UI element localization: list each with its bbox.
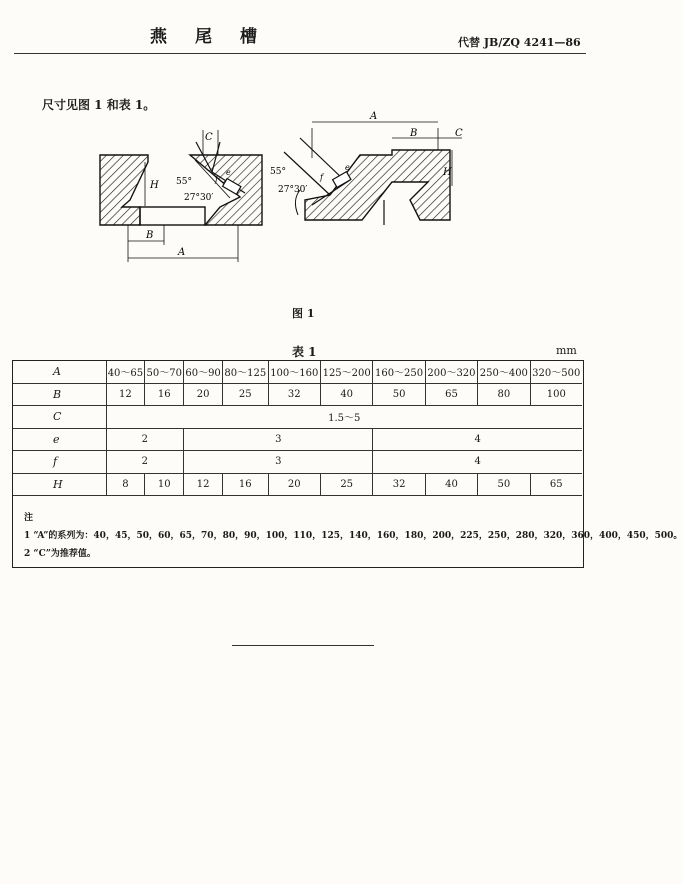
groove-drawing	[100, 130, 262, 262]
table-cell: 320～500	[530, 361, 582, 383]
label-a: A	[370, 111, 378, 122]
label-b: B	[410, 128, 418, 139]
table-cell: 160～250	[373, 361, 425, 383]
groove-left-wall	[100, 155, 148, 225]
label-e: e	[226, 168, 231, 177]
table-cell: 50	[373, 383, 425, 406]
label-angle-27: 27°30′	[184, 193, 214, 203]
table-row-e	[13, 428, 582, 451]
table-cell: 80	[478, 383, 530, 406]
table-cell: 1.5～5	[106, 406, 582, 429]
label-c: C	[205, 132, 213, 143]
tongue-drawing	[270, 111, 463, 225]
row-label: B	[13, 383, 106, 406]
dimension-table	[13, 361, 582, 496]
groove-base	[140, 207, 205, 225]
label-c: C	[455, 128, 463, 139]
label-b: B	[146, 230, 154, 241]
table-cell: 10	[145, 473, 184, 496]
figure-caption: 图 1	[292, 307, 315, 320]
table-row-b	[13, 383, 582, 406]
table-cell: 65	[425, 383, 477, 406]
table-row-h	[13, 473, 582, 496]
tongue-block	[305, 150, 450, 220]
label-angle-55: 55°	[176, 177, 192, 187]
table-cell: 25	[222, 383, 268, 406]
table-cell: 3	[184, 451, 373, 474]
table-cell: 32	[373, 473, 425, 496]
table-cell: 16	[222, 473, 268, 496]
notes-heading: 注	[24, 513, 34, 523]
table-cell: 80～125	[222, 361, 268, 383]
table-cell: 16	[145, 383, 184, 406]
dovetail-figure	[0, 100, 600, 300]
table-cell: 40	[320, 383, 372, 406]
table-cell: 2	[106, 451, 184, 474]
groove-right-wall	[190, 155, 262, 225]
table-cell: 65	[530, 473, 582, 496]
table-cell: 250～400	[478, 361, 530, 383]
table-cell: 100	[530, 383, 582, 406]
intro-text: 尺寸见图 1 和表 1。	[42, 98, 156, 112]
table-row-c	[13, 406, 582, 429]
table-cell: 12	[106, 383, 145, 406]
table-row-a	[13, 361, 582, 383]
label-angle-55: 55°	[270, 167, 286, 177]
table-cell: 40	[425, 473, 477, 496]
table-cell: 4	[373, 451, 582, 474]
row-label: C	[13, 406, 106, 429]
header-rule	[14, 53, 586, 54]
table-cell: 100～160	[268, 361, 320, 383]
row-label: f	[13, 451, 106, 474]
table-cell: 125～200	[320, 361, 372, 383]
table-cell: 3	[184, 428, 373, 451]
table-cell: 60～90	[184, 361, 223, 383]
table-cell: 8	[106, 473, 145, 496]
note-item: 2 “C”为推荐值。	[24, 549, 96, 559]
standard-code: 代替 JB/ZQ 4241—86	[458, 36, 581, 49]
row-label: A	[13, 361, 106, 383]
table-cell: 12	[184, 473, 223, 496]
table-cell: 4	[373, 428, 582, 451]
label-f: f	[215, 175, 218, 184]
label-h: H	[443, 167, 452, 178]
row-label: H	[13, 473, 106, 496]
table-cell: 20	[268, 473, 320, 496]
table-row-f	[13, 451, 582, 474]
label-h: H	[150, 180, 159, 191]
label-e: e	[345, 163, 350, 172]
table-title: 表 1	[292, 345, 317, 359]
label-f: f	[320, 173, 323, 182]
table-unit: mm	[556, 344, 577, 357]
label-a: A	[178, 247, 186, 258]
dimension-table-frame	[12, 360, 682, 568]
label-angle-27: 27°30′	[278, 185, 308, 195]
end-rule	[232, 645, 374, 646]
table-cell: 25	[320, 473, 372, 496]
note-item: 1 “A”的系列为：40，45，50，60，65，70，80，90，100，110，125，140，160，180，200，225，250，280，320，360，400，450，500。	[24, 531, 682, 541]
table-cell: 20	[184, 383, 223, 406]
page-title: 燕尾槽	[150, 27, 285, 47]
table-cell: 50	[478, 473, 530, 496]
table-cell: 50～70	[145, 361, 184, 383]
table-cell: 32	[268, 383, 320, 406]
table-cell: 2	[106, 428, 184, 451]
row-label: e	[13, 428, 106, 451]
table-cell: 40～65	[106, 361, 145, 383]
table-cell: 200～320	[425, 361, 477, 383]
